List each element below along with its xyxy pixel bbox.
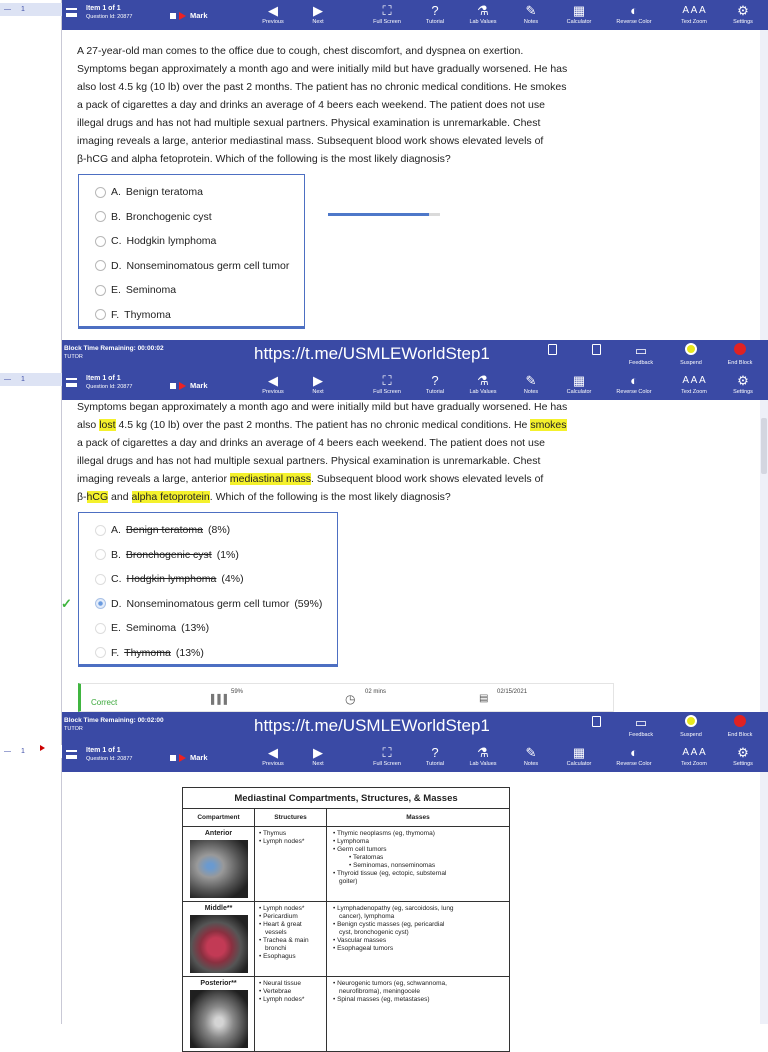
watermark-url: https://t.me/USMLEWorldStep1 [254, 344, 490, 363]
notes-label: Notes [523, 761, 539, 767]
answer-option-d[interactable] [95, 254, 304, 279]
mass-item: • Neurogenic tumors (eg, schwannoma, [333, 980, 447, 987]
text-zoom-icon: A A A [682, 5, 706, 16]
radio-button[interactable] [95, 187, 106, 198]
notes-icon-button[interactable] [574, 342, 618, 360]
ct-scan-image [190, 840, 248, 898]
structure-item: • Lymph nodes* [259, 838, 305, 845]
notes-label: Notes [523, 389, 539, 395]
end-block-button[interactable] [718, 342, 762, 366]
option-percent: (8%) [207, 524, 231, 537]
tutorial-button[interactable] [412, 372, 458, 396]
calendar-icon: ▤ [479, 693, 489, 704]
answer-option-e[interactable] [95, 616, 337, 641]
ct-scan-image [190, 915, 248, 973]
settings-label: Settings [733, 761, 753, 767]
question-stem [62, 30, 760, 168]
highlight: alpha fetoprotein [131, 491, 210, 503]
answer-option-a[interactable] [95, 518, 337, 543]
full-screen-button[interactable] [364, 744, 410, 768]
column-header: Compartment [183, 809, 255, 826]
previous-button[interactable] [250, 372, 296, 396]
option-letter: B. [111, 210, 121, 223]
column-header: Structures [255, 809, 327, 826]
feedback-button[interactable] [619, 714, 663, 738]
screenshot-panel-question [0, 0, 768, 370]
stop-icon [718, 714, 762, 732]
radio-button[interactable] [95, 236, 106, 247]
mark-toggle[interactable] [170, 381, 208, 390]
text-zoom-button[interactable] [671, 744, 717, 768]
feedback-button[interactable] [619, 342, 663, 366]
question-sidebar [0, 370, 62, 742]
radio-button[interactable] [95, 525, 106, 536]
mode-label: TUTOR [64, 726, 83, 732]
pause-icon [669, 714, 713, 732]
option-text: Bronchogenic cyst [125, 548, 212, 561]
mediastinal-table [182, 787, 510, 1052]
lab-values-button[interactable] [460, 744, 506, 768]
calculator-icon: ▦ [572, 3, 586, 18]
notes-icon: ✎ [525, 373, 537, 388]
end-block-label: End Block [727, 360, 753, 366]
highlight: mediastinal mass [229, 473, 312, 485]
radio-button[interactable] [95, 211, 106, 222]
mark-checkbox-checked[interactable] [170, 755, 176, 761]
feedback-icon: ▭ [634, 715, 648, 730]
tutorial-button[interactable] [412, 744, 458, 768]
loading-progress-bar [328, 213, 440, 216]
correct-check-icon: ✓ [61, 595, 72, 611]
option-text: Seminoma [125, 284, 177, 297]
question-id: Question Id: 20877 [86, 384, 133, 390]
previous-label: Previous [262, 761, 284, 767]
option-text: Nonseminomatous germ cell tumor [126, 259, 290, 272]
ct-scan-image [190, 990, 248, 1048]
stem-line: illegal drugs and has not had multiple sexual partners. Physical examination is unremarkable. Chest [77, 117, 541, 129]
watermark-url: https://t.me/USMLEWorldStep1 [254, 716, 490, 735]
mass-item: • Spinal masses (eg, metastases) [333, 996, 430, 1003]
sidebar-question-number: 1 [21, 376, 25, 383]
option-text: Thymoma [124, 308, 171, 321]
item-label: Item 1 of 1 [86, 375, 121, 382]
reverse-color-label: Reverse Color [616, 761, 652, 767]
answer-option-c[interactable] [95, 567, 337, 592]
option-letter: B. [111, 548, 121, 561]
question-content [62, 400, 768, 712]
item-info [86, 746, 132, 764]
radio-button-selected[interactable] [95, 598, 106, 609]
item-info [86, 4, 132, 22]
mark-checkbox[interactable] [170, 13, 176, 19]
question-id: Question Id: 20877 [86, 756, 133, 762]
option-text: Hodgkin lymphoma [126, 573, 217, 586]
full-screen-icon: ⛶ [382, 3, 392, 18]
flag-icon [179, 382, 186, 390]
reverse-color-label: Reverse Color [616, 19, 652, 25]
menu-icon[interactable] [66, 8, 77, 17]
radio-button[interactable] [95, 285, 106, 296]
highlight: smokes [530, 419, 567, 431]
calculator-label: Calculator [566, 19, 592, 25]
structure-item: • Trachea & main [259, 937, 309, 944]
scrollbar[interactable] [760, 772, 768, 1024]
bottom-bar [62, 712, 768, 742]
question-sidebar [0, 742, 62, 1024]
radio-button[interactable] [95, 623, 106, 634]
calculator-button[interactable] [556, 744, 602, 768]
option-letter: D. [111, 597, 122, 610]
full-screen-label: Full Screen [373, 761, 401, 767]
mass-item: • Thymic neoplasms (eg, thymoma) [333, 830, 435, 837]
contrast-icon: ◐ [630, 373, 638, 388]
next-icon: ▶ [313, 745, 323, 760]
feedback-label: Feedback [628, 360, 654, 366]
tutorial-label: Tutorial [425, 389, 445, 395]
next-label: Next [312, 761, 324, 767]
contrast-icon: ◐ [630, 3, 638, 18]
option-percent: (1%) [216, 548, 239, 561]
mass-item: neurofibroma), meningocele [339, 988, 420, 995]
question-content [62, 30, 768, 340]
stem-line: a pack of cigarettes a day and drinks an average of 4 beers each weekend. The patient does not use [77, 99, 545, 111]
reverse-color-button[interactable] [611, 2, 657, 26]
full-screen-label: Full Screen [373, 389, 401, 395]
result-label: Correct [91, 698, 118, 707]
mass-item: cyst, bronchogenic cyst) [339, 929, 409, 936]
calculator-button[interactable] [556, 372, 602, 396]
previous-icon: ◀ [268, 373, 278, 388]
previous-button[interactable] [250, 744, 296, 768]
text-zoom-label: Text Zoom [681, 761, 707, 767]
block-timer [64, 344, 164, 362]
radio-button[interactable] [95, 574, 106, 585]
settings-label: Settings [733, 389, 753, 395]
notes-button[interactable] [508, 744, 554, 768]
structure-item: bronchi [265, 945, 287, 952]
answer-choices [78, 174, 305, 329]
next-label: Next [312, 389, 324, 395]
time-spent: 02 mins [365, 689, 387, 695]
settings-label: Settings [733, 19, 753, 25]
sidebar-question-1[interactable]: — 1 [0, 3, 62, 16]
option-percent: (4%) [221, 573, 244, 586]
mass-item: • Esophageal tumors [333, 945, 394, 952]
notes-icon: ✎ [525, 745, 537, 760]
structure-item: • Lymph nodes* [259, 905, 305, 912]
table-row [183, 977, 509, 1051]
text-zoom-label: Text Zoom [681, 389, 707, 395]
structure-item: • Thymus [259, 830, 287, 837]
lab-icon-button[interactable] [530, 342, 574, 360]
answer-option-e[interactable] [95, 278, 304, 303]
answer-choices [61, 512, 338, 667]
previous-label: Previous [262, 389, 284, 395]
block-timer [64, 716, 164, 734]
loading-progress-fill [328, 213, 429, 216]
notepad-icon [574, 342, 618, 360]
table-row [183, 902, 509, 977]
contrast-icon: ◐ [630, 745, 638, 760]
calculator-button[interactable] [556, 2, 602, 26]
option-text: Benign teratoma [125, 524, 203, 537]
end-block-button[interactable] [718, 714, 762, 738]
mass-item: • Thyroid tissue (eg, ectopic, substernal [333, 870, 447, 877]
mark-label: Mark [190, 753, 208, 762]
answer-option-a[interactable] [95, 180, 304, 205]
compartment-name: Middle** [204, 905, 233, 912]
tutorial-button[interactable] [412, 2, 458, 26]
next-icon: ▶ [313, 3, 323, 18]
notepad-icon [574, 714, 618, 732]
option-letter: E. [111, 284, 121, 297]
full-screen-button[interactable] [364, 372, 410, 396]
settings-button[interactable] [720, 372, 766, 396]
answer-stats-bar [78, 683, 614, 712]
lab-values-label: Lab Values [469, 19, 497, 25]
previous-label: Previous [262, 19, 284, 25]
stem-line: β-hCG and alpha fetoprotein. Which of the following is the most likely diagnosis? [77, 153, 451, 165]
option-text: Seminoma [125, 622, 177, 635]
help-icon: ? [431, 373, 439, 388]
option-letter: C. [111, 573, 122, 586]
gear-icon: ⚙ [737, 3, 749, 18]
last-updated-date: 02/15/2021 [497, 689, 528, 695]
document-icon [530, 342, 574, 360]
structure-item: • Heart & great [259, 921, 302, 928]
structure-item: • Lymph nodes* [259, 996, 305, 1003]
answer-option-c[interactable] [95, 229, 304, 254]
notes-button[interactable] [508, 2, 554, 26]
mass-item: • Germ cell tumors [333, 846, 387, 853]
top-toolbar [62, 742, 768, 772]
mass-item: • Vascular masses [333, 937, 387, 944]
mark-checkbox[interactable] [170, 383, 176, 389]
scrollbar-thumb[interactable] [761, 418, 767, 474]
sidebar-question-1[interactable]: — 1 [0, 745, 62, 758]
next-button[interactable] [295, 372, 341, 396]
option-text: Thymoma [124, 646, 171, 659]
question-id: Question Id: 20877 [86, 14, 133, 20]
clock-icon: ◷ [345, 692, 356, 706]
table-row [183, 827, 509, 902]
calculator-label: Calculator [566, 761, 592, 767]
highlight: hCG [86, 491, 109, 503]
stem-line: also lost 4.5 kg (10 lb) over the past 2 months. The patient has no chronic medical conditions. He smokes [77, 419, 567, 431]
table-title: Mediastinal Compartments, Structures, & Masses [183, 788, 509, 809]
stem-line: imaging reveals a large, anterior mediastinal mass. Subsequent blood work shows elevated levels of [77, 473, 544, 485]
stem-line: Symptoms began approximately a month ago and were initially mild but have gradually worsened. He has [77, 63, 568, 75]
answer-option-d[interactable] [61, 592, 337, 617]
top-toolbar [62, 370, 768, 400]
option-letter: F. [111, 308, 120, 321]
mass-item: • Lymphadenopathy (eg, sarcoidosis, lung [333, 905, 454, 912]
mass-item: goiter) [339, 878, 358, 885]
option-text: Benign teratoma [125, 186, 203, 199]
suspend-button[interactable] [669, 714, 713, 738]
settings-button[interactable] [720, 2, 766, 26]
radio-button[interactable] [95, 260, 106, 271]
suspend-button[interactable] [669, 342, 713, 366]
help-icon: ? [431, 3, 439, 18]
sidebar-flag-icon [40, 745, 45, 751]
mass-item: • Teratomas [349, 854, 384, 861]
text-zoom-icon: A A A [682, 375, 706, 386]
percent-correct: 59% [231, 689, 244, 695]
answer-option-f[interactable] [95, 303, 304, 328]
tutorial-label: Tutorial [425, 761, 445, 767]
bar-chart-icon: ▌▌▌ [211, 694, 231, 704]
menu-icon[interactable] [66, 750, 77, 759]
option-letter: C. [111, 235, 122, 248]
stem-line: A 27-year-old man comes to the office due to cough, chest discomfort, and dyspnea on exertion. [77, 45, 524, 57]
table-header-row [183, 809, 509, 827]
option-percent: (59%) [294, 597, 323, 610]
next-icon: ▶ [313, 373, 323, 388]
previous-button[interactable] [250, 2, 296, 26]
previous-icon: ◀ [268, 745, 278, 760]
flask-icon: ⚗ [477, 745, 489, 760]
radio-button[interactable] [95, 647, 106, 658]
question-sidebar [0, 0, 62, 370]
help-icon: ? [431, 745, 439, 760]
column-header: Masses [406, 814, 430, 821]
mass-item: • Seminomas, nonseminomas [349, 862, 436, 869]
mark-toggle[interactable] [170, 753, 208, 762]
mark-label: Mark [190, 11, 208, 20]
lab-values-label: Lab Values [469, 761, 497, 767]
mass-item: cancer), lymphoma [339, 913, 395, 920]
lab-values-label: Lab Values [469, 389, 497, 395]
option-letter: A. [111, 186, 121, 199]
stem-line: imaging reveals a large, anterior mediastinal mass. Subsequent blood work shows elevated levels of [77, 135, 544, 147]
suspend-label: Suspend [680, 732, 702, 738]
option-text: Nonseminomatous germ cell tumor [126, 597, 290, 610]
structure-item: • Pericardium [259, 913, 298, 920]
end-block-label: End Block [727, 732, 753, 738]
reverse-color-button[interactable] [611, 372, 657, 396]
gear-icon: ⚙ [737, 745, 749, 760]
full-screen-icon: ⛶ [382, 373, 392, 388]
radio-button[interactable] [95, 549, 106, 560]
lab-values-button[interactable] [460, 372, 506, 396]
option-letter: E. [111, 622, 121, 635]
item-label: Item 1 of 1 [86, 5, 121, 12]
answer-option-f[interactable] [95, 641, 337, 666]
sidebar-question-1[interactable]: — 1 [0, 373, 62, 386]
flag-icon [179, 12, 186, 20]
feedback-icon: ▭ [634, 343, 648, 358]
notes-icon-button[interactable] [574, 714, 618, 732]
stem-line: Symptoms began approximately a month ago and were initially mild but have gradually worsened. He has [77, 401, 568, 413]
calculator-icon: ▦ [572, 745, 586, 760]
compartment-name: Anterior [204, 830, 233, 837]
structure-item: • Esophagus [259, 953, 296, 960]
calculator-icon: ▦ [572, 373, 586, 388]
block-time-remaining: Block Time Remaining: 00:02:00 [64, 717, 164, 724]
option-text: Hodgkin lymphoma [126, 235, 217, 248]
question-stem [62, 398, 760, 506]
notes-button[interactable] [508, 372, 554, 396]
option-percent: (13%) [181, 622, 210, 635]
next-button[interactable] [295, 2, 341, 26]
stem-line: a pack of cigarettes a day and drinks an average of 4 beers each weekend. The patient does not use [77, 437, 545, 449]
flag-icon [179, 754, 186, 762]
mass-item: • Benign cystic masses (eg, pericardial [333, 921, 445, 928]
answer-option-b[interactable] [95, 543, 337, 568]
tutorial-label: Tutorial [425, 19, 445, 25]
mark-toggle[interactable] [170, 11, 208, 20]
option-letter: A. [111, 524, 121, 537]
next-button[interactable] [295, 744, 341, 768]
text-zoom-button[interactable] [671, 2, 717, 26]
text-zoom-button[interactable] [671, 372, 717, 396]
answer-option-b[interactable] [95, 205, 304, 230]
bottom-bar [62, 340, 768, 370]
previous-icon: ◀ [268, 3, 278, 18]
sidebar-question-number: 1 [21, 748, 25, 755]
next-label: Next [312, 19, 324, 25]
full-screen-label: Full Screen [373, 19, 401, 25]
mark-label: Mark [190, 381, 208, 390]
notes-label: Notes [523, 19, 539, 25]
stem-line: illegal drugs and has not had multiple sexual partners. Physical examination is unremarkable. Chest [77, 455, 541, 467]
option-text: Bronchogenic cyst [125, 210, 212, 223]
option-letter: F. [111, 646, 120, 659]
stem-line: also lost 4.5 kg (10 lb) over the past 2 months. The patient has no chronic medical conditions. He smokes [77, 81, 567, 93]
scrollbar[interactable] [760, 400, 768, 712]
text-zoom-icon: A A A [682, 747, 706, 758]
top-toolbar [62, 0, 768, 30]
reverse-color-button[interactable] [611, 744, 657, 768]
scrollbar[interactable] [760, 30, 768, 340]
reverse-color-label: Reverse Color [616, 389, 652, 395]
pause-icon [669, 342, 713, 360]
mass-item: • Lymphoma [333, 838, 369, 845]
full-screen-button[interactable] [364, 2, 410, 26]
block-time-remaining: Block Time Remaining: 00:00:02 [64, 345, 164, 352]
option-percent: (13%) [175, 646, 204, 659]
flask-icon: ⚗ [477, 3, 489, 18]
feedback-label: Feedback [628, 732, 654, 738]
compartment-name: Posterior** [200, 980, 237, 987]
suspend-label: Suspend [680, 360, 702, 366]
item-label: Item 1 of 1 [86, 747, 121, 754]
flask-icon: ⚗ [477, 373, 489, 388]
calculator-label: Calculator [566, 389, 592, 395]
structure-item: • Vertebrae [259, 988, 292, 995]
radio-button[interactable] [95, 309, 106, 320]
item-info [86, 374, 132, 392]
sidebar-question-number: 1 [21, 6, 25, 13]
option-letter: D. [111, 259, 122, 272]
notes-icon: ✎ [525, 3, 537, 18]
stem-line: β-hCG and alpha fetoprotein. Which of the following is the most likely diagnosis? [77, 491, 451, 503]
structure-item: • Neural tissue [259, 980, 302, 987]
screenshot-panel-answered [0, 370, 768, 742]
highlight: lost [99, 419, 116, 431]
gear-icon: ⚙ [737, 373, 749, 388]
settings-button[interactable] [720, 744, 766, 768]
stop-icon [718, 342, 762, 360]
lab-values-button[interactable] [460, 2, 506, 26]
structure-item: vessels [265, 929, 287, 936]
full-screen-icon: ⛶ [382, 745, 392, 760]
menu-icon[interactable] [66, 378, 77, 387]
text-zoom-label: Text Zoom [681, 19, 707, 25]
mode-label: TUTOR [64, 354, 83, 360]
